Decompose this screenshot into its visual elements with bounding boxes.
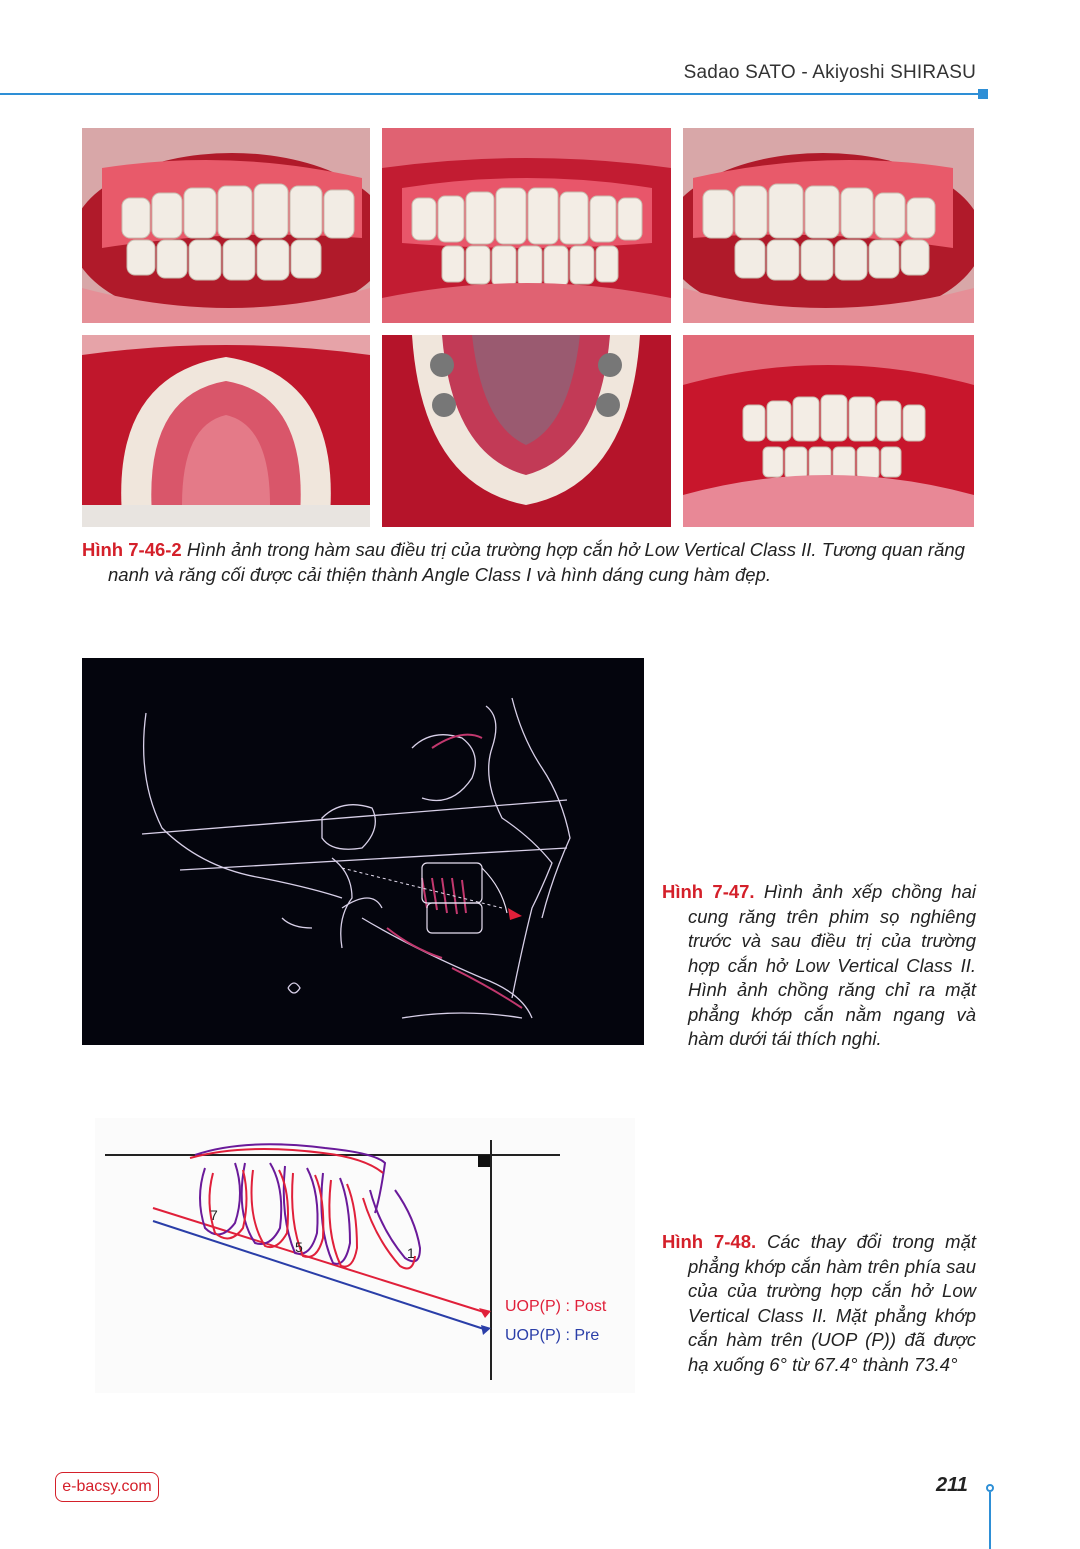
figure-47-label: Hình 7-47.	[662, 881, 755, 902]
teeth-left-lateral-photo	[683, 128, 974, 323]
header-authors: Sadao SATO - Akiyoshi SHIRASU	[683, 62, 976, 83]
cephalometric-tracing-image	[82, 658, 644, 1045]
upper-occlusal-photo	[82, 335, 370, 527]
uop-post-label: UOP(P) : Post	[505, 1298, 607, 1315]
figure-46-2-caption	[82, 538, 976, 587]
header-square	[978, 89, 988, 99]
page-marker-line	[989, 1492, 991, 1549]
frontal-open-mouth-photo	[683, 335, 974, 527]
figure-46-2-text: Hình ảnh trong hàm sau điều trị của trường hợp cắn hở Low Vertical Class II. Tương quan răng nanh và răng cối được cải thiện thành Angle Class I và hình dáng cung hàm đẹp.	[108, 539, 965, 585]
tooth-label-1: 1	[407, 1245, 415, 1261]
figure-48-caption	[662, 1230, 976, 1377]
figure-48-text: Các thay đổi trong mặt phẳng khớp cắn hàm trên phía sau của của trường hợp cắn hở Low Vertical Class II. Mặt phẳng khớp cắn hàm trên (UOP (P)) đã được hạ xuống 6° từ 67.4° thành 73.4°	[688, 1231, 976, 1375]
occlusal-plane-diagram	[95, 1118, 635, 1393]
page-marker-circle	[986, 1484, 994, 1492]
figure-46-2-label: Hình 7-46-2	[82, 539, 182, 560]
figure-48-label: Hình 7-48.	[662, 1231, 757, 1252]
teeth-right-lateral-photo	[82, 128, 370, 323]
site-badge[interactable]: e-bacsy.com	[55, 1472, 159, 1502]
teeth-frontal-photo	[382, 128, 671, 323]
header-rule	[0, 93, 985, 95]
uop-pre-label: UOP(P) : Pre	[505, 1327, 600, 1344]
figure-47-text: Hình ảnh xếp chồng hai cung răng trên phim sọ nghiêng trước và sau điều trị của trường hợp cắn hở Low Vertical Class II. Hình ảnh chồng răng chỉ ra mặt phẳng khớp cắn nằm ngang và hàm dưới tái thích nghi.	[688, 881, 976, 1049]
lower-occlusal-photo	[382, 335, 671, 527]
tooth-label-5: 5	[295, 1239, 303, 1255]
figure-47-caption	[662, 880, 976, 1052]
page-number: 211	[936, 1474, 968, 1496]
tooth-label-7: 7	[210, 1207, 218, 1223]
